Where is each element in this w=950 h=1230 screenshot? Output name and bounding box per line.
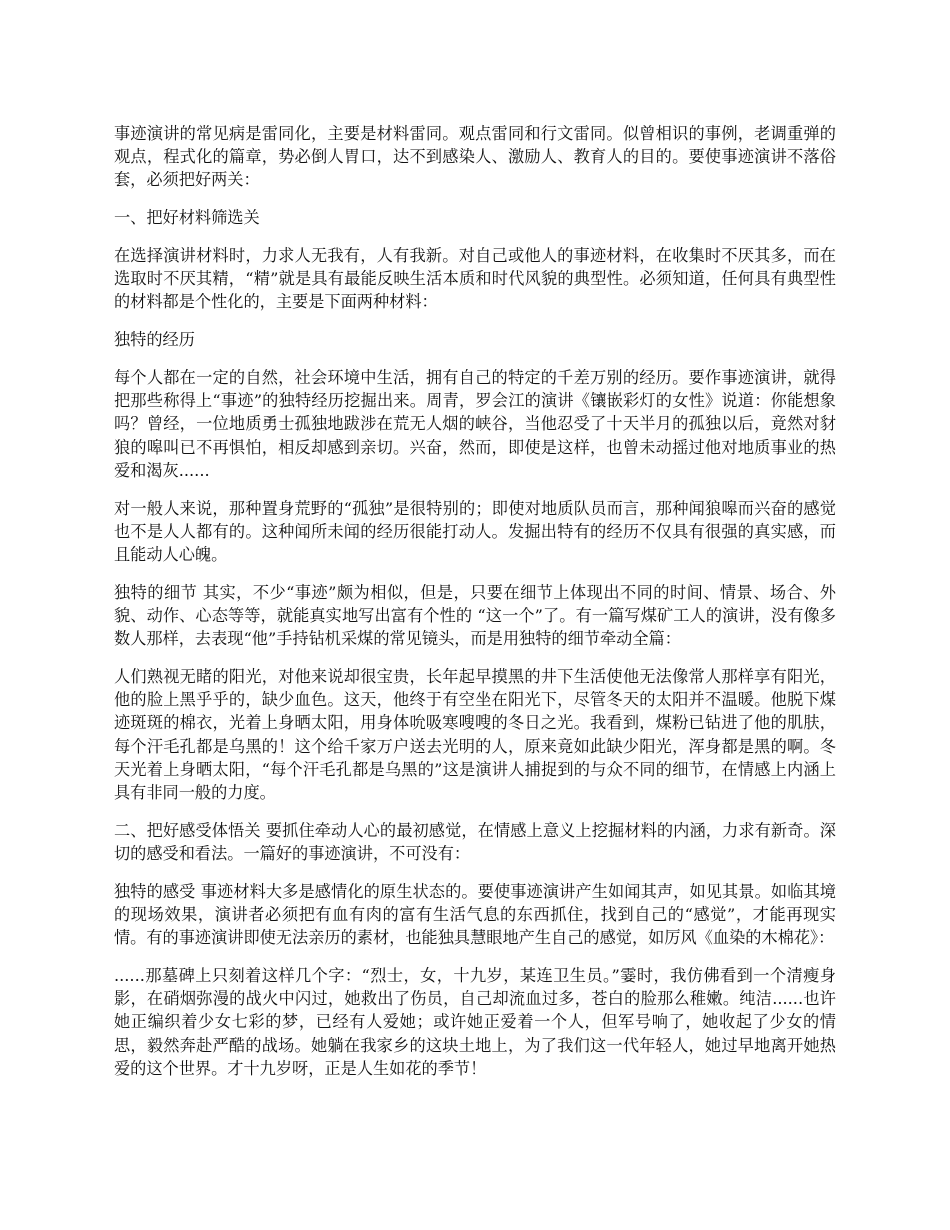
subheading-unique-experience: 独特的经历 bbox=[114, 330, 195, 350]
paragraph-intro: 事迹演讲的常见病是雷同化，主要是材料雷同。观点雷同和行文雷同。似曾相识的事例，老调重弹的观点，程式化的篇章，势必倒人胃口，达不到感染人、激励人、教育人的目的。要使事迹演讲不落俗套，必须把好两关： bbox=[114, 124, 836, 190]
section-feeling: 二、把好感受体悟关 要抓住牵动人心的最初感觉，在情感上意义上挖掘材料的内涵，力求有新奇。深切的感受和看法。一篇好的事迹演讲，不可没有： bbox=[114, 820, 836, 864]
paragraph-experience-comment: 对一般人来说，那种置身荒野的“孤独”是很特别的；即使对地质队员而言，那种闻狼嗥而兴奋的感觉也不是人人都有的。这种闻所未闻的经历很能打动人。发掘出特有的经历不仅具有很强的真实感，而且能动人心魄。 bbox=[114, 498, 836, 565]
paragraph-unique-detail: 独特的细节 其实，不少“事迹”颇为相似，但是，只要在细节上体现出不同的时间、情景、场合、外貌、动作、心态等等，就能真实地写出富有个性的 “这一个”了。有一篇写煤矿工人的演讲，没有像多数人那样，去表现“他”手持钻机采煤的常见镜头，而是用独特的细节牵动全篇： bbox=[114, 582, 836, 649]
paragraph-feeling-example: ......那墓碑上只刻着这样几个字：“烈士，女，十九岁，某连卫生员。”霎时，我仿佛看到一个清瘦身影，在硝烟弥漫的战火中闪过，她救出了伤员，自己却流血过多，苍白的脸那么稚嫩。纯洁......也许她正编织着少女七彩的梦，已经有人爱她；或许她正爱着一个人，但军号响了，她收起了少女的情思，毅然奔赴严酷的战场。她躺在我家乡的这块土地上，为了我们这一代年轻人，她过早地离开她热爱的这个世界。才十九岁呀，正是人生如花的季节！ bbox=[114, 966, 836, 1078]
section-heading-material: 一、把好材料筛选关 bbox=[114, 208, 260, 228]
document-body bbox=[114, 122, 836, 1095]
paragraph-experience-example: 每个人都在一定的自然，社会环境中生活，拥有自己的特定的千差万别的经历。要作事迹演讲，就得把那些称得上“事迹”的独特经历挖掘出来。周青，罗会江的演讲《镶嵌彩灯的女性》说道：你能想象吗？曾经，一位地质勇士孤独地跋涉在荒无人烟的峡谷，当他忍受了十天半月的孤独以后，竟然对豺狼的嗥叫已不再惧怕，相反却感到亲切。兴奋，然而，即使是这样，也曾未动摇过他对地质事业的热爱和渴灰...... bbox=[114, 368, 836, 480]
paragraph-detail-example: 人们熟视无睹的阳光，对他来说却很宝贵，长年起早摸黑的井下生活使他无法像常人那样享有阳光，他的脸上黑乎乎的，缺少血色。这天，他终于有空坐在阳光下，尽管冬天的太阳并不温暖。他脱下煤迹斑斑的棉衣，光着上身晒太阳，用身体吮吸寒嗖嗖的冬日之光。我看到，煤粉已钻进了他的肌肤，每个汗毛孔都是乌黑的！这个给千家万户送去光明的人，原来竟如此缺少阳光，浑身都是黑的啊。冬天光着上身晒太阳，“每个汗毛孔都是乌黑的”这是演讲人捕捉到的与众不同的细节，在情感上内涵上具有非同一般的力度。 bbox=[114, 667, 836, 803]
paragraph-material-selection: 在选择演讲材料时，力求人无我有，人有我新。对自己或他人的事迹材料，在收集时不厌其多，而在选取时不厌其精，“精”就是具有最能反映生活本质和时代风貌的典型性。必须知道，任何具有典型性的材料都是个性化的，主要是下面两种材料： bbox=[114, 246, 836, 312]
paragraph-unique-feeling: 独特的感受 事迹材料大多是感情化的原生状态的。要使事迹演讲产生如闻其声，如见其景。如临其境的现场效果，演讲者必须把有血有肉的富有生活气息的东西抓住，找到自己的“感觉”，才能再现实情。有的事迹演讲即使无法亲历的素材，也能独具慧眼地产生自己的感觉，如厉风《血染的木棉花》： bbox=[114, 881, 836, 948]
